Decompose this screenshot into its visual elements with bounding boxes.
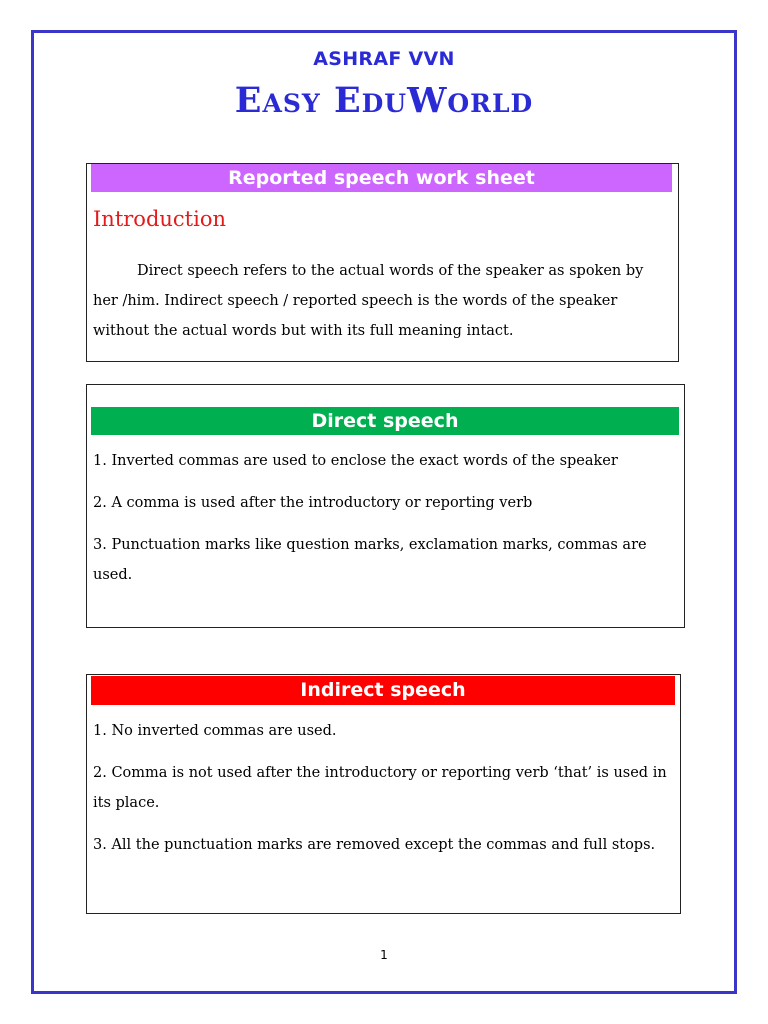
page-number: 1: [380, 948, 388, 962]
intro-heading: Introduction: [93, 207, 226, 231]
direct-item-1: 1. Inverted commas are used to enclose the exact words of the speaker: [93, 453, 618, 469]
intro-title-band: Reported speech work sheet: [91, 164, 672, 192]
indirect-item-1: 1. No inverted commas are used.: [93, 723, 337, 739]
direct-item-2: 2. A comma is used after the introductory or reporting verb: [93, 495, 533, 511]
direct-item-3: 3. Punctuation marks like question marks, exclamation marks, commas are used.: [93, 537, 647, 583]
indirect-item-3: 3. All the punctuation marks are removed except the commas and full stops.: [93, 837, 656, 853]
indirect-item-2: 2. Comma is not used after the introductory or reporting verb ‘that’ is used in its place.: [93, 765, 667, 811]
indirect-speech-title-band: Indirect speech: [91, 676, 675, 705]
intro-paragraph: Direct speech refers to the actual words of the speaker as spoken by her /him. Indirect speech / reported speech is the words of the speaker without the actual words but with its full meaning intact.: [93, 263, 644, 339]
direct-speech-title-band: Direct speech: [91, 407, 679, 435]
brand-title: Easy EduWorld: [234, 80, 534, 121]
author-name: ASHRAF VVN: [313, 48, 455, 70]
